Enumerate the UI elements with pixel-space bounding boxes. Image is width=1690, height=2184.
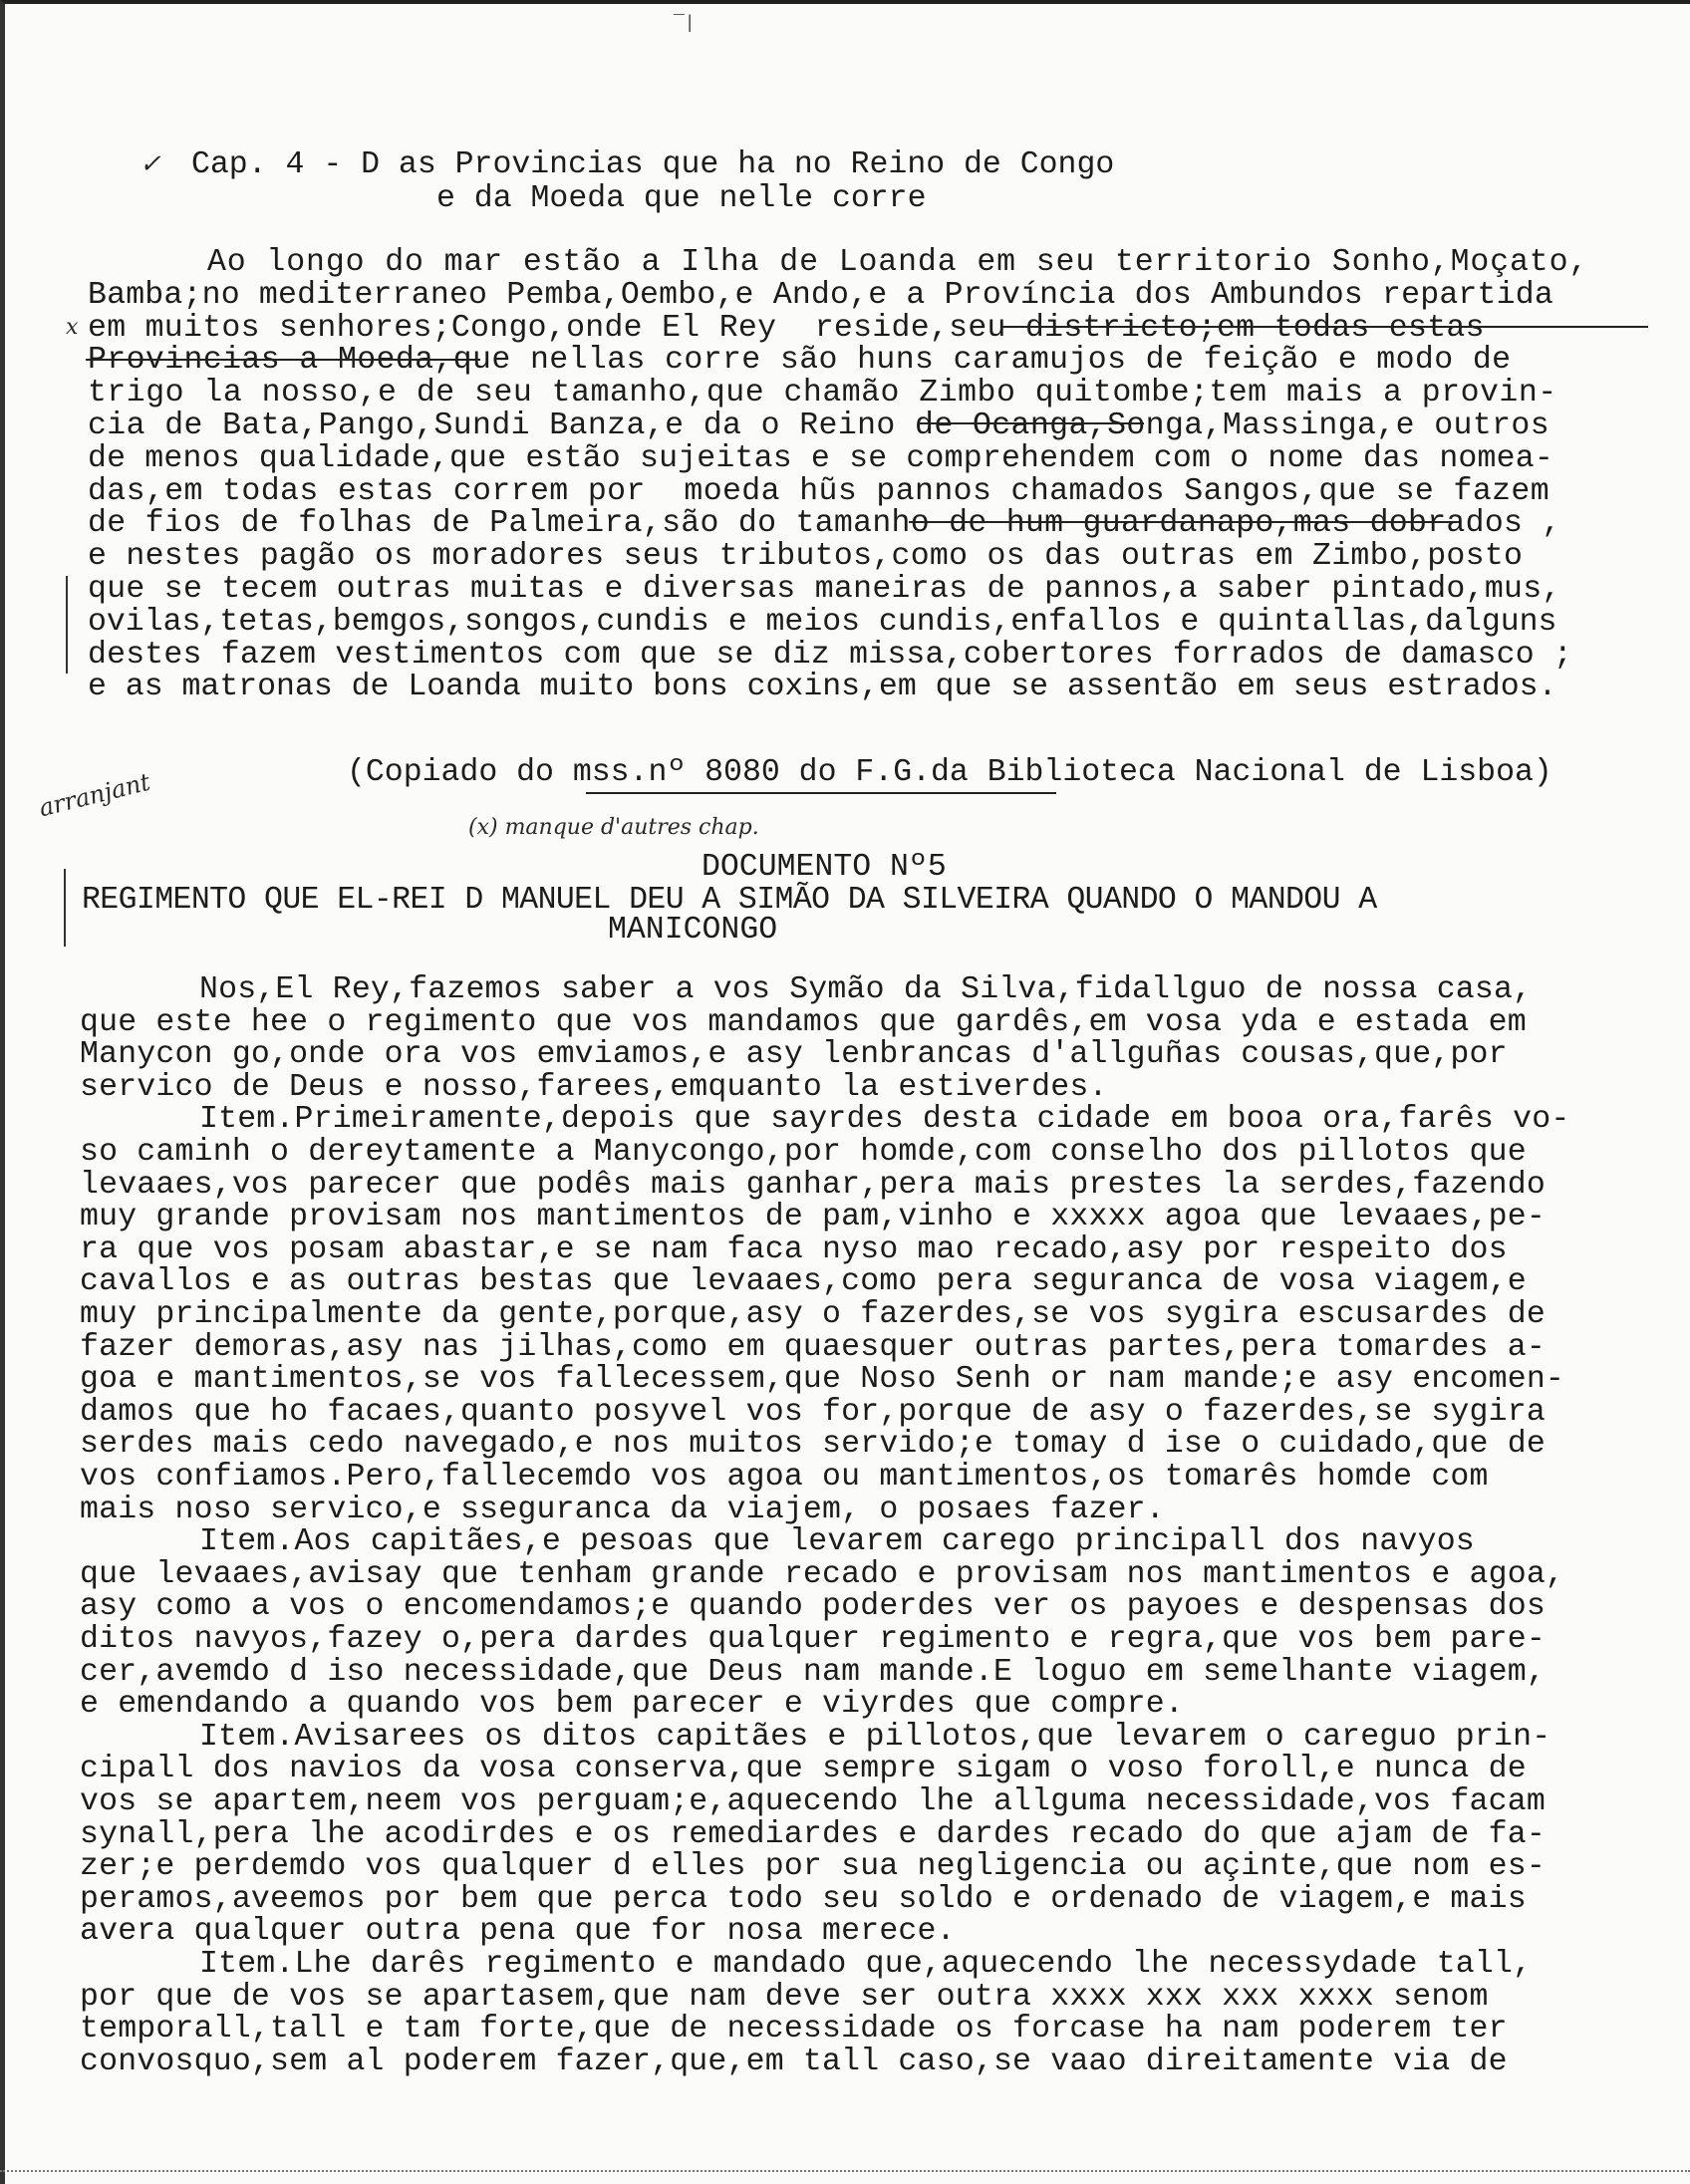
body-line: vos se apartem,neem vos perguam;e,aquecendo lhe allguma necessidade,vos facam [80, 1784, 1546, 1819]
paragraph-line: Ao longo do mar estão a Ilha de Loanda em seu territorio Sonho,Moçato, [207, 245, 1589, 280]
paragraph-line: em muitos senhores;Congo,onde El Rey reside,seu districto;em todas estas [88, 310, 1485, 346]
body-line: Nos,El Rey,fazemos saber a vos Symão da Silva,fidallguo de nossa casa, [199, 972, 1533, 1007]
body-line: Item.Avisarees os ditos capitães e pillotos,que levarem o careguo prin- [199, 1719, 1551, 1755]
bullet-mark: ✓ [140, 149, 161, 179]
document-heading-line1: REGIMENTO QUE EL-REI D MANUEL DEU A SIMÃO DA SILVEIRA QUANDO O MANDOU A [82, 883, 1377, 918]
body-line: temporall,tall e tam forte,que de necessidade os forcase ha nam poderem ter [80, 2012, 1508, 2048]
margin-note-center: (x) manque d'autres chap. [468, 815, 759, 840]
underline-zimbo [919, 422, 1144, 424]
paragraph-line: ovilas,tetas,bemgos,songos,cundis e meios cundis,enfallos e quintallas,dalguns [88, 604, 1557, 640]
body-line: zer;e perdemdo vos qualquer d elles por sua negligencia ou açinte,que nom es- [80, 1849, 1546, 1885]
body-line: synall,pera lhe acodirdes e os remediardes e dardes recado do que ajam de fa- [80, 1816, 1546, 1852]
body-line: Item.Primeiramente,depois que sayrdes desta cidade em booa ora,farês vo- [199, 1102, 1570, 1138]
paragraph-line: e as matronas de Loanda muito bons coxins,em que se assentão em seus estrados. [88, 670, 1557, 705]
body-line: mais noso servico,e sseguranca da viajem, o posaes fazer. [80, 1492, 1165, 1527]
body-line: goa e mantimentos,se vos fallecessem,que Noso Senh or nam mande;e asy encomen- [80, 1362, 1565, 1398]
top-tick-mark: ‾| [674, 14, 696, 34]
body-line: ditos navyos,fazey o,pera dardes qualquer regimento e regra,que vos bem pare- [80, 1622, 1546, 1657]
body-line: Item.Aos capitães,e pesoas que levarem carego principall dos navyos [199, 1524, 1475, 1560]
body-line: convosquo,sem al poderem fazer,que,em tall caso,se vaao direitamente via de [80, 2044, 1508, 2079]
body-line: por que de vos se apartasem,que nam deve ser outra xxxx xxx xxx xxxx senom [80, 1979, 1489, 2015]
paragraph-line: cia de Bata,Pango,Sundi Banza,e da o Reino de Ocanga,Songa,Massinga,e outros [88, 409, 1550, 443]
chapter-title-line1: Cap. 4 - D as Provincias que ha no Reino de Congo [191, 147, 1115, 182]
bottom-dotted-rule [0, 2170, 1690, 2172]
underline-provincia [1002, 326, 1648, 328]
body-line: e emendando a quando vos bem parecer e viyrdes que compre. [80, 1687, 1184, 1723]
body-line: levaaes,vos parecer que podês mais ganhar,pera mais prestes la serdes,fazendo [80, 1167, 1546, 1203]
paragraph-line: Bamba;no mediterraneo Pemba,Oembo,e Ando,e a Província dos Ambundos repartida [88, 277, 1553, 313]
body-line: muy principalmente da gente,porque,asy o fazerdes,se vos sygira escusardes de [80, 1297, 1546, 1332]
body-line: damos que ho facaes,quanto posyvel vos for,porque de asy o fazerdes,se sygira [80, 1394, 1546, 1430]
body-line: peramos,aveemos por bem que perca todo seu soldo e ordenado de viagem,e mais [80, 1881, 1527, 1917]
paragraph-line: de fios de folhas de Palmeira,são do tamanho de hum guardanapo,mas dobrados , [88, 506, 1561, 542]
body-line: avera qualquer outra pena que for nosa merece. [80, 1914, 956, 1950]
paragraph-line: das,em todas estas correm por moeda hũs pannos chamados Sangos,que se fazem [88, 473, 1550, 509]
body-line: que levaaes,avisay que tenham grande recado e provisam nos mantimentos e agoa, [80, 1556, 1565, 1592]
body-line: ra que vos posam abastar,e se nam faca nyso mao recado,asy por respeito dos [80, 1231, 1508, 1267]
paragraph-line: trigo la nosso,e de seu tamanho,que chamão Zimbo quitombe;tem mais a provin- [88, 376, 1557, 411]
paragraph-line: Provincias a Moeda,que nellas corre são huns caramujos de feição e modo de [88, 343, 1512, 379]
body-line: cipall dos navios da vosa conserva,que sempre sigam o voso foroll,e nunca de [80, 1752, 1527, 1787]
underline-citation [586, 792, 1056, 794]
heading-bracket [64, 869, 66, 947]
body-line: so caminh o dereytamente a Manycongo,por homde,com conselho dos pillotos que [80, 1135, 1527, 1170]
body-line: servico de Deus e nosso,farees,emquanto la estiverdes. [80, 1069, 1108, 1105]
paragraph-line: que se tecem outras muitas e diversas maneiras de pannos,a saber pintado,mus, [88, 572, 1561, 607]
body-line: fazer demoras,asy nas jilhas,como em quaesquer outras partes,pera tomardes a- [80, 1329, 1546, 1365]
body-line: cavallos e as outras bestas que levaaes,como pera seguranca de vosa viagem,e [80, 1264, 1527, 1300]
paragraph-line: e nestes pagão os moradores seus tributos,como os das outras em Zimbo,posto [88, 539, 1524, 575]
margin-note-left: arranjant [36, 767, 153, 823]
underline-sangos [909, 521, 1457, 523]
body-line: asy como a vos o encomendamos;e quando poderdes ver os payoes e despensas dos [80, 1589, 1546, 1625]
document-heading-line2: MANICONGO [608, 913, 778, 948]
margin-x-mark: x [66, 315, 79, 340]
body-line: serdes mais cedo navegado,e nos muitos servido;e tomay d ise o cuidado,que de [80, 1427, 1546, 1463]
body-line: Item.Lhe darês regimento e mandado que,aquecendo lhe necessydade tall, [199, 1947, 1533, 1982]
body-line: vos confiamos.Pero,fallecemdo vos agoa ou mantimentos,os tomarês homde com [80, 1460, 1489, 1495]
margin-bracket [66, 576, 68, 674]
body-line: muy grande provisam nos mantimentos de pam,vinho e xxxxx agoa que levaaes,pe- [80, 1200, 1546, 1235]
body-line: cer,avemdo d iso necessidade,que Deus nam mande.E loguo em semelhante viagem, [80, 1654, 1546, 1690]
underline-muitos-senhores [86, 359, 480, 361]
body-line: que este hee o regimento que vos mandamos que gardês,em vosa yda e estada em [80, 1004, 1527, 1040]
paragraph-line: de menos qualidade,que estão sujeitas e se comprehendem com o nome das nomea- [88, 440, 1553, 476]
body-line: Manycon go,onde ora vos emviamos,e asy lenbrancas d'allguñas cousas,que,por [80, 1037, 1508, 1073]
chapter-title-line2: e da Moeda que nelle corre [436, 181, 927, 216]
paragraph-line: destes fazem vestimentos com que se diz missa,cobertores forrados de damasco ; [88, 637, 1573, 673]
document-label: DOCUMENTO Nº5 [702, 850, 947, 885]
citation: (Copiado do mss.nº 8080 do F.G.da Biblioteca Nacional de Lisboa) [347, 755, 1552, 790]
